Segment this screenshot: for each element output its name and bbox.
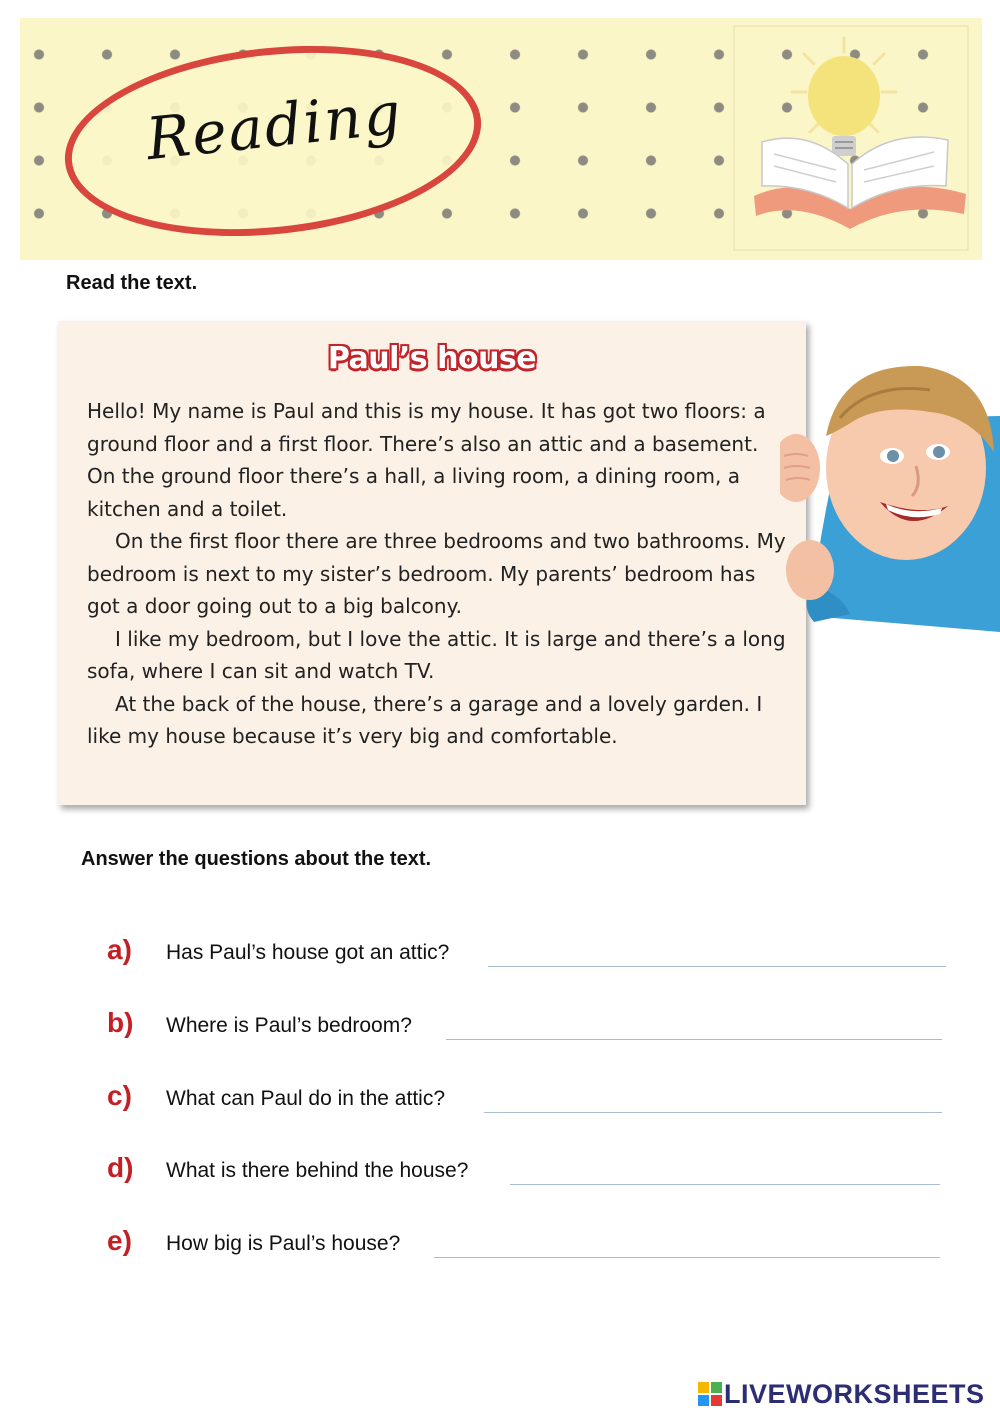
question-text: How big is Paul’s house? xyxy=(166,1232,401,1255)
story-card xyxy=(58,321,806,805)
question-row xyxy=(0,1007,1000,1047)
question-text: Has Paul’s house got an attic? xyxy=(166,941,450,964)
story-paragraph: At the back of the house, there’s a garage and a lovely garden. I like my house because it’s very big and comfortable. xyxy=(87,691,763,748)
story-title: Paul’s house xyxy=(327,341,537,376)
question-row xyxy=(0,1152,1000,1192)
answer-field[interactable] xyxy=(510,1184,940,1185)
answer-field[interactable] xyxy=(446,1039,942,1040)
question-letter: c) xyxy=(107,1080,132,1111)
question-letter: d) xyxy=(107,1152,134,1183)
question-letter: a) xyxy=(107,934,132,965)
read-instruction: Read the text. xyxy=(66,272,198,294)
header-banner xyxy=(20,18,982,260)
question-row xyxy=(0,1225,1000,1265)
answer-field[interactable] xyxy=(488,966,946,967)
page-title: Reading xyxy=(143,78,406,174)
answer-field[interactable] xyxy=(434,1257,940,1258)
question-text: What is there behind the house? xyxy=(166,1159,469,1182)
question-letter: b) xyxy=(107,1007,134,1038)
question-row xyxy=(0,934,1000,974)
answer-instruction: Answer the questions about the text. xyxy=(81,848,432,870)
logo-mark-icon xyxy=(698,1382,722,1406)
story-text xyxy=(87,395,787,753)
book-lightbulb-icon xyxy=(732,24,972,252)
question-text: Where is Paul’s bedroom? xyxy=(166,1014,412,1037)
boy-illustration xyxy=(780,356,1000,632)
story-paragraph: Hello! My name is Paul and this is my house. It has got two floors: a ground floor and a first floor. There’s also an attic and a basement. On the ground floor there’s a hall, a living room, a dining room, a kitchen and a toilet. xyxy=(87,399,766,521)
story-paragraph: I like my bedroom, but I love the attic. It is large and there’s a long sofa, where I can sit and watch TV. xyxy=(87,626,786,683)
story-paragraph: On the first floor there are three bedrooms and two bathrooms. My bedroom is next to my sister’s bedroom. My parents’ bedroom has got a door going out to a big balcony. xyxy=(87,529,786,618)
answer-field[interactable] xyxy=(484,1112,942,1113)
question-text: What can Paul do in the attic? xyxy=(166,1087,445,1110)
question-letter: e) xyxy=(107,1225,132,1256)
logo-text: LIVEWORKSHEETS xyxy=(724,1378,985,1409)
question-row xyxy=(0,1080,1000,1120)
liveworksheets-logo[interactable] xyxy=(698,1378,985,1410)
